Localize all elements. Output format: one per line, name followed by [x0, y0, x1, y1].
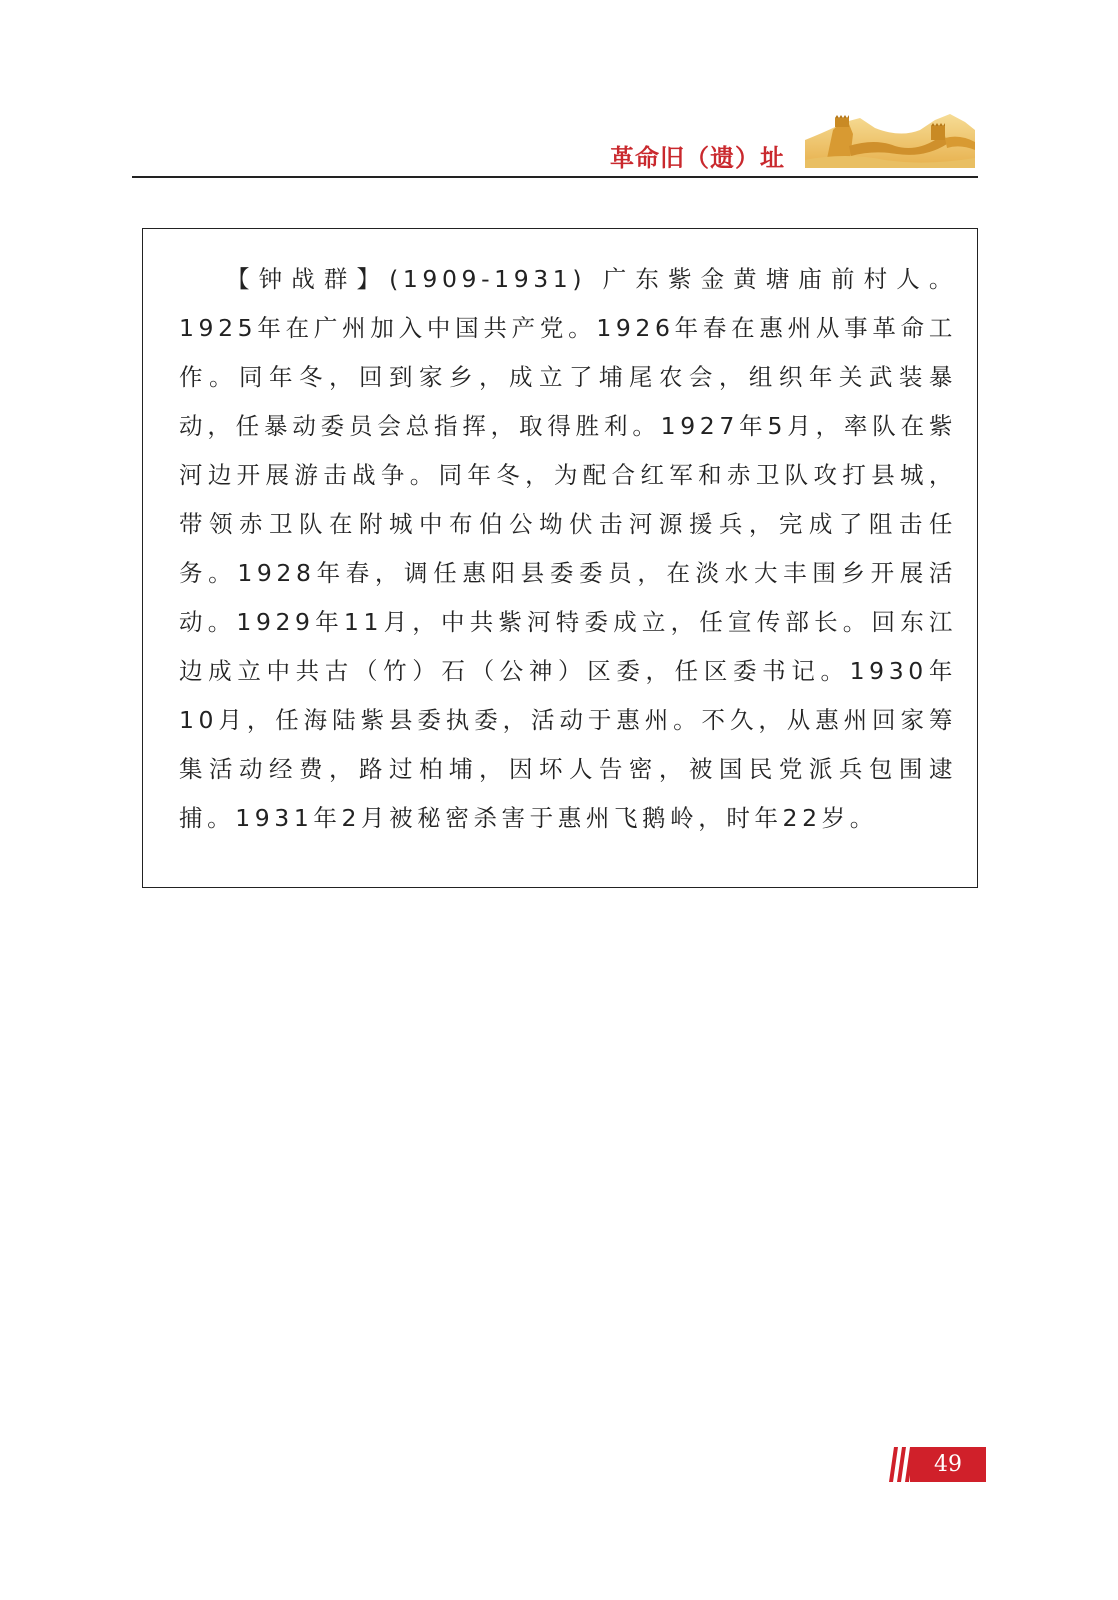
biography-text: 【钟战群】(1909-1931) 广东紫金黄塘庙前村人。1925年在广州加入中国共产党。1926年春在惠州从事革命工作。同年冬，回到家乡，成立了埔尾农会，组织年关武装暴动，任暴动委员会总指挥，取得胜利。1927年5月，率队在紫河边开展游击战争。同年冬，为配合红军和赤卫队攻打县城，带领赤卫队在附城中布伯公坳伏击河源援兵，完成了阻击任务。1928年春，调任惠阳县委委员，在淡水大丰围乡开展活动。1929年11月，中共紫河特委成立，任宣传部长。回东江边成立中共古（竹）石（公神）区委，任区委书记。1930年10月，任海陆紫县委执委，活动于惠州。不久，从惠州回家筹集活动经费，路过柏埔，因坏人告密，被国民党派兵包围逮捕。1931年2月被秘密杀害于惠州飞鹅岭，时年22岁。 [179, 265, 957, 832]
biography-box [142, 228, 978, 888]
page-number: 49 [934, 1452, 962, 1477]
section-title: 革命旧（遗）址 [610, 144, 785, 172]
header-divider [132, 176, 978, 178]
great-wall-illustration-icon [805, 100, 975, 168]
